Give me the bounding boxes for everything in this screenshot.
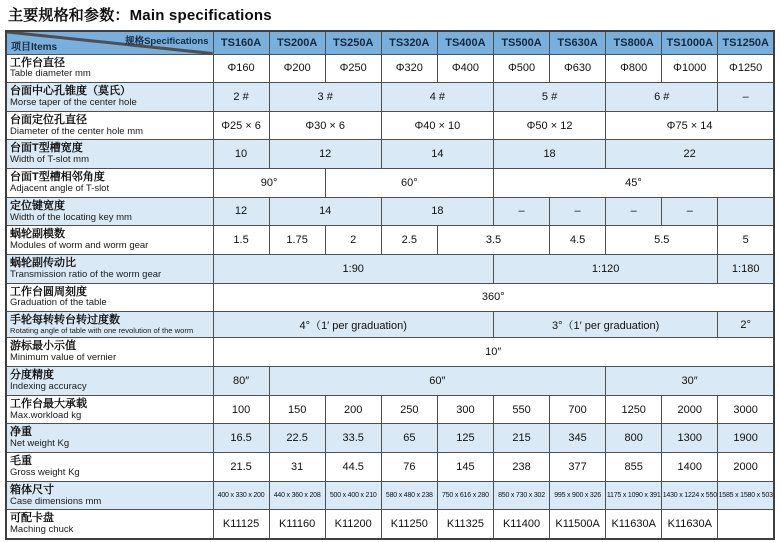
row-label xyxy=(6,226,213,255)
row-label xyxy=(6,83,213,112)
spec-cell: 1400 xyxy=(662,452,718,481)
row-label-en: Width of T-slot mm xyxy=(10,154,90,166)
spec-rows xyxy=(6,54,774,539)
spec-cell: 10″ xyxy=(213,338,774,367)
spec-cell: 700 xyxy=(550,395,606,424)
row-label-en: Modules of worm and worm gear xyxy=(10,240,149,252)
row-label-en: Minimum value of vernier xyxy=(10,352,117,364)
spec-cell: 3000 xyxy=(718,395,774,424)
spec-cell: Φ75 × 14 xyxy=(606,111,774,140)
spec-cell: 18 xyxy=(381,197,493,226)
row-label xyxy=(6,481,213,510)
row-label-zh: 台面中心孔锥度（莫氏） xyxy=(10,85,131,98)
spec-cell: – xyxy=(718,83,774,112)
row-label-zh: 毛重 xyxy=(10,454,32,467)
spec-cell: 1:180 xyxy=(718,254,774,283)
table-row xyxy=(6,510,774,539)
spec-cell: 360° xyxy=(213,283,774,312)
spec-cell: 5 # xyxy=(493,83,605,112)
row-label-zh: 手轮每转转台转过度数 xyxy=(10,314,120,327)
spec-cell: 12 xyxy=(269,140,381,169)
spec-cell: 550 xyxy=(493,395,549,424)
spec-cell: 2000 xyxy=(718,452,774,481)
spec-cell: Φ500 xyxy=(493,54,549,83)
row-label-en: Rotating angle of table with one revolution of the worm xyxy=(10,326,194,336)
spec-cell: 1900 xyxy=(718,424,774,453)
row-label xyxy=(6,424,213,453)
row-label-en: Case dimensions mm xyxy=(10,495,102,507)
spec-cell xyxy=(718,510,774,539)
spec-cell: 400 x 330 x 200 xyxy=(213,481,269,510)
spec-cell: K11250 xyxy=(381,510,437,539)
row-label-zh: 蜗轮副模数 xyxy=(10,228,65,241)
column-header-ts320a: TS320A xyxy=(381,31,437,54)
spec-cell: 150 xyxy=(269,395,325,424)
spec-cell: 76 xyxy=(381,452,437,481)
row-label-en: Graduation of the table xyxy=(10,297,107,309)
spec-cell: Φ1250 xyxy=(718,54,774,83)
spec-cell: 800 xyxy=(606,424,662,453)
specifications-table xyxy=(5,30,775,540)
spec-cell: 1:120 xyxy=(493,254,717,283)
spec-cell: 1175 x 1090 x 391 xyxy=(606,481,662,510)
table-row xyxy=(6,424,774,453)
spec-cell: – xyxy=(606,197,662,226)
spec-cell: Φ630 xyxy=(550,54,606,83)
spec-cell: – xyxy=(662,197,718,226)
column-header-ts200a: TS200A xyxy=(269,31,325,54)
spec-cell: 125 xyxy=(437,424,493,453)
spec-cell: 300 xyxy=(437,395,493,424)
corner-label-specifications: 规格Specifications xyxy=(125,36,209,47)
row-label xyxy=(6,254,213,283)
spec-cell: 65 xyxy=(381,424,437,453)
spec-cell: 1250 xyxy=(606,395,662,424)
spec-cell: Φ800 xyxy=(606,54,662,83)
table-row xyxy=(6,169,774,198)
row-label-en: Adjacent angle of T-slot xyxy=(10,182,110,194)
page-title: 主要规格和参数：Main specifications xyxy=(8,7,272,24)
spec-cell: 90° xyxy=(213,169,325,198)
spec-cell: 21.5 xyxy=(213,452,269,481)
corner-cell xyxy=(6,31,213,54)
header-row xyxy=(6,31,774,54)
row-label-zh: 分度精度 xyxy=(10,369,54,382)
spec-cell: 500 x 400 x 210 xyxy=(325,481,381,510)
table-row xyxy=(6,395,774,424)
spec-cell: 215 xyxy=(493,424,549,453)
spec-cell: 44.5 xyxy=(325,452,381,481)
row-label-en: Table diameter mm xyxy=(10,68,91,80)
row-label-zh: 工作台最大承载 xyxy=(10,397,87,410)
spec-cell: 1.5 xyxy=(213,226,269,255)
spec-cell: 2 xyxy=(325,226,381,255)
row-label xyxy=(6,510,213,539)
spec-cell: Φ40 × 10 xyxy=(381,111,493,140)
row-label-zh: 工作台圆周刻度 xyxy=(10,285,87,298)
row-label-zh: 净重 xyxy=(10,426,32,439)
column-header-ts400a: TS400A xyxy=(437,31,493,54)
spec-cell: 3.5 xyxy=(437,226,549,255)
spec-cell: 4 # xyxy=(381,83,493,112)
spec-cell: Φ200 xyxy=(269,54,325,83)
row-label-zh: 台面T型槽相邻角度 xyxy=(10,171,105,184)
row-label xyxy=(6,111,213,140)
spec-cell: 2.5 xyxy=(381,226,437,255)
spec-cell: 750 x 616 x 280 xyxy=(437,481,493,510)
column-header-ts630a: TS630A xyxy=(550,31,606,54)
spec-cell: 22 xyxy=(606,140,774,169)
row-label-en: Morse taper of the center hole xyxy=(10,97,137,109)
spec-cell: 855 xyxy=(606,452,662,481)
spec-cell: 200 xyxy=(325,395,381,424)
table-row xyxy=(6,140,774,169)
spec-cell: 2000 xyxy=(662,395,718,424)
row-label xyxy=(6,54,213,83)
spec-cell: 1585 x 1580 x 503 xyxy=(718,481,774,510)
spec-cell: 31 xyxy=(269,452,325,481)
spec-cell: 995 x 900 x 326 xyxy=(550,481,606,510)
spec-cell: K11125 xyxy=(213,510,269,539)
column-header-ts800a: TS800A xyxy=(606,31,662,54)
table-row xyxy=(6,481,774,510)
spec-cell: 1430 x 1224 x 550 xyxy=(662,481,718,510)
spec-cell: 2° xyxy=(718,312,774,338)
spec-cell: 33.5 xyxy=(325,424,381,453)
spec-cell: 250 xyxy=(381,395,437,424)
spec-cell: 3 # xyxy=(269,83,381,112)
column-header-ts500a: TS500A xyxy=(493,31,549,54)
column-header-ts1000a: TS1000A xyxy=(662,31,718,54)
spec-cell: 580 x 480 x 238 xyxy=(381,481,437,510)
spec-cell: 145 xyxy=(437,452,493,481)
spec-cell: 1:90 xyxy=(213,254,493,283)
column-header-ts1250a: TS1250A xyxy=(718,31,774,54)
row-label-en: Maching chuck xyxy=(10,524,74,536)
spec-cell: 5.5 xyxy=(606,226,718,255)
row-label xyxy=(6,140,213,169)
spec-cell: Φ400 xyxy=(437,54,493,83)
spec-cell: 100 xyxy=(213,395,269,424)
spec-cell: 45° xyxy=(493,169,774,198)
row-label xyxy=(6,283,213,312)
spec-cell: K11325 xyxy=(437,510,493,539)
spec-cell: 1300 xyxy=(662,424,718,453)
spec-cell: 2 # xyxy=(213,83,269,112)
table-row xyxy=(6,283,774,312)
row-label-en: Max.workload kg xyxy=(10,409,82,421)
spec-cell: 1.75 xyxy=(269,226,325,255)
row-label-zh: 箱体尺寸 xyxy=(10,483,54,496)
row-label-zh: 定位键宽度 xyxy=(10,199,65,212)
spec-cell: 440 x 360 x 208 xyxy=(269,481,325,510)
table-row xyxy=(6,338,774,367)
spec-cell: 60″ xyxy=(269,367,606,396)
table-row xyxy=(6,312,774,338)
spec-cell: Φ25 × 6 xyxy=(213,111,269,140)
column-header-ts160a: TS160A xyxy=(213,31,269,54)
spec-cell xyxy=(718,197,774,226)
table-row xyxy=(6,197,774,226)
spec-cell: 14 xyxy=(381,140,493,169)
table-row xyxy=(6,54,774,83)
row-label-en: Indexing accuracy xyxy=(10,381,87,393)
column-header-ts250a: TS250A xyxy=(325,31,381,54)
row-label xyxy=(6,367,213,396)
spec-cell: 377 xyxy=(550,452,606,481)
spec-cell: Φ320 xyxy=(381,54,437,83)
spec-cell: K11400 xyxy=(493,510,549,539)
row-label-en: Diameter of the center hole mm xyxy=(10,125,144,137)
row-label-zh: 台面T型槽宽度 xyxy=(10,142,83,155)
spec-cell: Φ160 xyxy=(213,54,269,83)
spec-cell: 5 xyxy=(718,226,774,255)
spec-cell: 18 xyxy=(493,140,605,169)
spec-cell: 4.5 xyxy=(550,226,606,255)
spec-cell: Φ30 × 6 xyxy=(269,111,381,140)
spec-cell: 16.5 xyxy=(213,424,269,453)
row-label-zh: 可配卡盘 xyxy=(10,512,54,525)
spec-cell: K11630A xyxy=(606,510,662,539)
spec-cell: 850 x 730 x 302 xyxy=(493,481,549,510)
row-label xyxy=(6,395,213,424)
table-row xyxy=(6,452,774,481)
row-label-en: Gross weight Kg xyxy=(10,466,80,478)
table-row xyxy=(6,254,774,283)
spec-cell: Φ1000 xyxy=(662,54,718,83)
row-label-en: Transmission ratio of the worm gear xyxy=(10,268,162,280)
row-label xyxy=(6,169,213,198)
spec-cell: 4°（1′ per graduation) xyxy=(213,312,493,338)
spec-cell: – xyxy=(493,197,549,226)
row-label xyxy=(6,338,213,367)
row-label-zh: 台面定位孔直径 xyxy=(10,113,87,126)
spec-cell: 238 xyxy=(493,452,549,481)
spec-cell: K11500A xyxy=(550,510,606,539)
row-label xyxy=(6,452,213,481)
row-label-en: Width of the locating key mm xyxy=(10,211,132,223)
spec-cell: Φ250 xyxy=(325,54,381,83)
table-row xyxy=(6,111,774,140)
row-label xyxy=(6,197,213,226)
corner-label-items: 项目Items xyxy=(11,41,58,53)
spec-cell: 14 xyxy=(269,197,381,226)
row-label xyxy=(6,312,213,338)
spec-cell: K11160 xyxy=(269,510,325,539)
row-label-zh: 蜗轮副传动比 xyxy=(10,256,76,269)
row-label-zh: 游标最小示值 xyxy=(10,340,76,353)
spec-cell: 30″ xyxy=(606,367,774,396)
spec-cell: – xyxy=(550,197,606,226)
spec-cell: 80″ xyxy=(213,367,269,396)
spec-cell: K11630A xyxy=(662,510,718,539)
spec-cell: 10 xyxy=(213,140,269,169)
spec-cell: K11200 xyxy=(325,510,381,539)
table-row xyxy=(6,83,774,112)
row-label-zh: 工作台直径 xyxy=(10,56,65,69)
table-row xyxy=(6,226,774,255)
spec-cell: 345 xyxy=(550,424,606,453)
spec-cell: 22.5 xyxy=(269,424,325,453)
row-label-en: Net weight Kg xyxy=(10,438,70,450)
spec-cell: 3°（1′ per graduation) xyxy=(493,312,717,338)
spec-cell: 12 xyxy=(213,197,269,226)
table-row xyxy=(6,367,774,396)
spec-cell: Φ50 × 12 xyxy=(493,111,605,140)
spec-cell: 6 # xyxy=(606,83,718,112)
spec-cell: 60° xyxy=(325,169,493,198)
